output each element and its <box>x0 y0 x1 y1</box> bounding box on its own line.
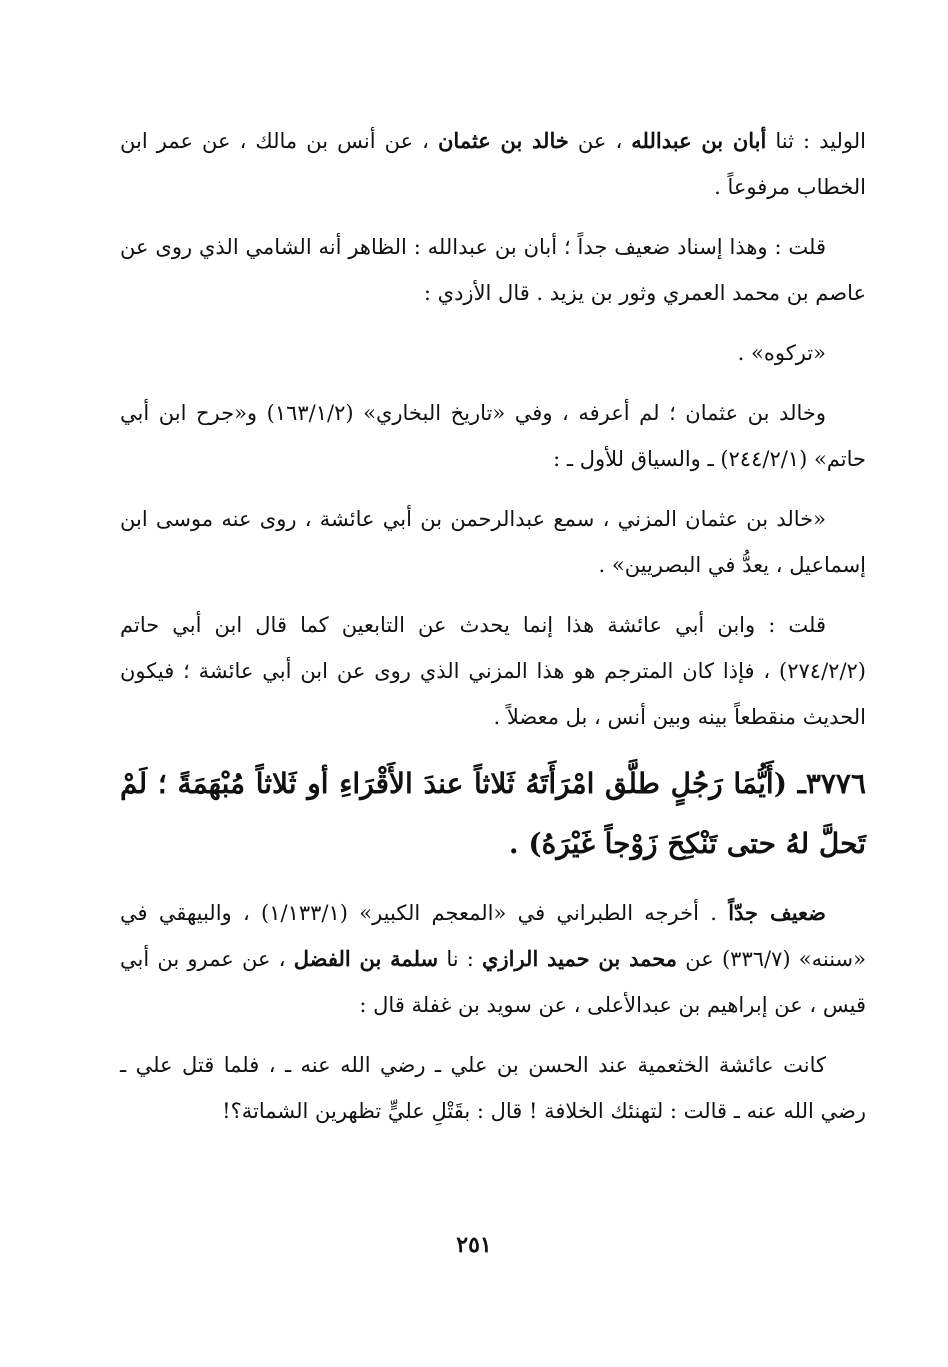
text-segment: : نا <box>438 947 483 971</box>
paragraph-comment-aban: قلت : وهذا إسناد ضعيف جداً ؛ أبان بن عبدالله : الظاهر أنه الشامي الذي روى عن عاصم بن محمد العمري وثور بن يزيد . قال الأزدي : <box>120 235 866 305</box>
paragraph-grading <box>120 890 866 1028</box>
text-segment: الوليد : ثنا <box>766 129 866 153</box>
text-segment: . أخرجه الطبراني في «المعجم الكبير» (١/١٣٣/١) ، والبيهقي في «سننه» (٣٣٦/٧) عن <box>120 901 866 971</box>
grading-bold: ضعيف جدّاً <box>728 900 826 925</box>
page-number: ٢٥١ <box>456 1232 492 1258</box>
quote-azdi: «تركوه» . <box>737 341 826 365</box>
text-segment: ، عن <box>568 129 632 153</box>
paragraph-khalid: وخالد بن عثمان ؛ لم أعرفه ، وفي «تاريخ البخاري» (١٦٣/١/٢) و«جرح ابن أبي حاتم» (٢٤٤/٢/١) ـ والسياق للأول ـ : <box>120 401 866 471</box>
text-segment: ، عن عمرو بن أبي قيس ، عن إبراهيم بن عبدالأعلى ، عن سويد بن غفلة قال : <box>120 947 866 1017</box>
paragraph-ibn-abi-aisha: قلت : وابن أبي عائشة هذا إنما يحدث عن التابعين كما قال ابن أبي حاتم (٢٧٤/٢/٢) ، فإذا كان المترجم هو هذا المزني الذي روى عن ابن أبي عائشة ؛ فيكون الحديث منقطعاً بينه وبين أنس ، بل معضلاً . <box>120 613 866 729</box>
text-segment: ، عن أنس بن مالك ، عن عمر ابن الخطاب مرفوعاً . <box>120 129 866 199</box>
paragraph-narration: كانت عائشة الخثعمية عند الحسن بن علي ـ رضي الله عنه ـ ، فلما قتل علي ـ رضي الله عنه ـ قالت : لتهنئك الخلافة ! قال : بقَتْلِ عليٍّ تظهرين الشماتة؟! <box>120 1053 866 1123</box>
paragraph-isnad-continuation <box>120 118 866 210</box>
narrator-name-bold: محمد بن حميد الرازي <box>482 946 678 971</box>
narrator-name-bold: أبان بن عبدالله <box>631 128 767 153</box>
quote-bukhari: «خالد بن عثمان المزني ، سمع عبدالرحمن بن أبي عائشة ، روى عنه موسى ابن إسماعيل ، يعدُّ في البصريين» . <box>120 507 866 577</box>
page-body <box>120 118 866 1298</box>
narrator-name-bold: سلمة بن الفضل <box>293 946 439 971</box>
narrator-name-bold: خالد بن عثمان <box>438 128 569 153</box>
hadith-heading: ٣٧٧٦ـ (أَيُّمَا رَجُلٍ طلَّق امْرَأَتَهُ ثَلاثاً عندَ الأَقْرَاءِ أو ثَلاثاً مُبْهَمَةً ؛ لَمْ تَحلَّ لهُ حتى تَنْكِحَ زَوْجاً غَيْرَهُ) . <box>120 767 866 860</box>
